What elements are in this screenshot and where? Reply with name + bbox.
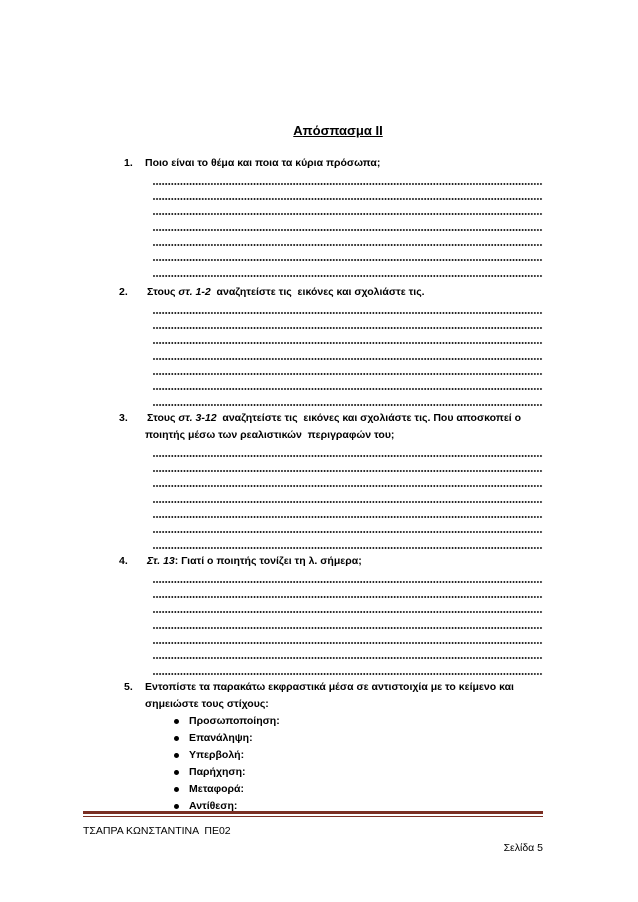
list-item-label: Μεταφορά:: [189, 782, 244, 795]
question-3: [0, 410, 638, 553]
bullet-icon: [174, 787, 179, 792]
bullet-icon: [174, 770, 179, 775]
question-text: [147, 410, 521, 427]
answer-lines: [153, 172, 543, 281]
bullet-icon: [174, 719, 179, 724]
list-item-label: Επανάληψη:: [189, 731, 253, 744]
question-text-segment: αναζητείστε τις εικόνες και σχολιάστε τις. Που αποσκοπεί ο: [216, 411, 522, 424]
answer-line: [153, 378, 543, 393]
answer-line: [153, 445, 543, 460]
question-text-segment: Ποιο είναι το θέμα και ποια τα κύρια πρόσωπα;: [145, 156, 381, 169]
question-2: [0, 284, 638, 410]
list-item-label: Υπερβολή:: [189, 748, 245, 761]
question-number: 5.: [124, 680, 133, 693]
answer-line: [153, 460, 543, 475]
answer-line: [153, 537, 543, 552]
list-item: [0, 747, 638, 764]
answer-lines: [153, 570, 543, 679]
answer-line: [153, 632, 543, 647]
question-line: [0, 155, 638, 172]
question-1: [0, 155, 638, 281]
question-text-segment: σημειώστε τους στίχους:: [145, 697, 269, 710]
answer-lines: [153, 444, 543, 553]
question-text-segment: : Γιατί ο ποιητής τονίζει τη λ. σήμερα;: [174, 554, 362, 567]
question-line: [0, 679, 638, 696]
question-text-segment: Στους: [147, 285, 179, 298]
question-4: [0, 553, 638, 679]
question-line-continued: [0, 696, 638, 713]
answer-line: [153, 601, 543, 616]
question-line-continued: [0, 427, 638, 444]
footer-rule: [83, 811, 543, 814]
question-text: [145, 155, 380, 172]
answer-line: [153, 663, 543, 678]
answer-lines: [153, 301, 543, 410]
list-item-label: Προσωποποίηση:: [189, 714, 280, 727]
answer-line: [153, 348, 543, 363]
question-number: 4.: [119, 554, 128, 567]
section-title: Απόσπασμα II: [293, 123, 383, 138]
answer-line: [153, 234, 543, 249]
list-item-label: Παρήχηση:: [189, 765, 246, 778]
question-text: [145, 679, 514, 696]
bullet-icon: [174, 736, 179, 741]
question-text: [145, 696, 269, 713]
answer-line: [153, 173, 543, 188]
answer-line: [153, 219, 543, 234]
verse-reference: Στ. 13: [147, 554, 175, 567]
answer-line: [153, 394, 543, 409]
footer-author: ΤΣΑΠΡΑ ΚΩΝΣΤΑΝΤΙΝΑ ΠΕ02: [83, 825, 231, 837]
list-item: [0, 713, 638, 730]
answer-line: [153, 506, 543, 521]
answer-line: [153, 302, 543, 317]
list-item: [0, 781, 638, 798]
question-text-segment: αναζητείστε τις εικόνες και σχολιάστε τις.: [210, 285, 425, 298]
question-line: [0, 284, 638, 301]
answer-line: [153, 317, 543, 332]
question-text-segment: Στους: [147, 411, 179, 424]
answer-line: [153, 188, 543, 203]
answer-line: [153, 475, 543, 490]
question-text: [147, 553, 362, 570]
answer-line: [153, 332, 543, 347]
question-number: 1.: [124, 156, 133, 169]
list-item: [0, 730, 638, 747]
answer-line: [153, 586, 543, 601]
answer-line: [153, 617, 543, 632]
footer-rule-thin: [83, 816, 543, 817]
question-text-segment: Εντοπίστε τα παρακάτω εκφραστικά μέσα σε αντιστοιχία με το κείμενο και: [145, 680, 514, 693]
question-line: [0, 410, 638, 427]
question-number: 2.: [119, 285, 128, 298]
answer-line: [153, 203, 543, 218]
question-line: [0, 553, 638, 570]
question-text: [147, 284, 425, 301]
answer-line: [153, 249, 543, 264]
list-item: [0, 764, 638, 781]
bullet-icon: [174, 753, 179, 758]
question-text: [145, 427, 394, 444]
figures-of-speech-list: [0, 713, 638, 815]
answer-line: [153, 571, 543, 586]
question-5: [0, 679, 638, 815]
answer-line: [153, 491, 543, 506]
verse-reference: στ. 1-2: [178, 285, 211, 298]
verse-reference: στ. 3-12: [178, 411, 217, 424]
list-item-label: Αντίθεση:: [189, 799, 238, 812]
answer-line: [153, 265, 543, 280]
answer-line: [153, 647, 543, 662]
answer-line: [153, 363, 543, 378]
question-text-segment: ποιητής μέσω των ρεαλιστικών περιγραφών του;: [145, 428, 395, 441]
page-number: Σελίδα 5: [503, 842, 543, 854]
bullet-icon: [174, 804, 179, 809]
question-number: 3.: [119, 411, 128, 424]
answer-line: [153, 521, 543, 536]
